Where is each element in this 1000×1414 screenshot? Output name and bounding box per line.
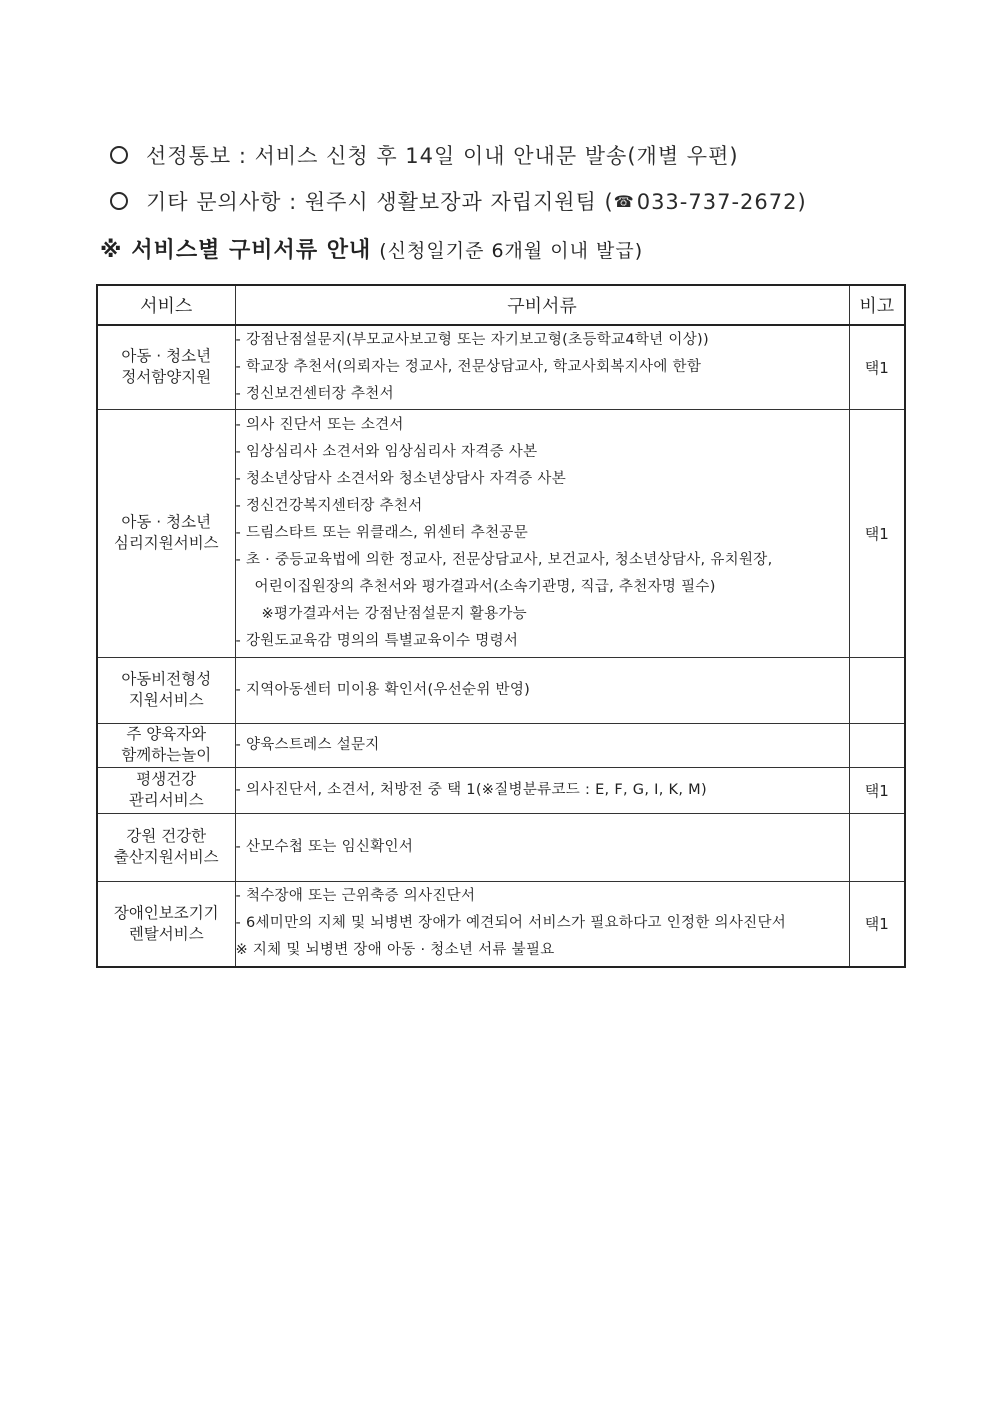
service-cell — [97, 813, 235, 881]
service-cell — [97, 881, 235, 967]
note-cell: 택1 — [849, 767, 905, 813]
doc-item: - 초 · 중등교육법에 의한 정교사, 전문상담교사, 보건교사, 청소년상담사, 유치원장, — [235, 551, 773, 568]
docs-cell — [235, 813, 849, 881]
header-service: 서비스 — [97, 285, 235, 325]
table-row — [97, 657, 905, 723]
note-cell — [849, 813, 905, 881]
service-name-line: 관리서비스 — [128, 791, 204, 809]
docs-cell — [235, 409, 849, 657]
doc-item: ※평가결과서는 강점난점설문지 활용가능 — [261, 605, 527, 622]
service-cell — [97, 657, 235, 723]
doc-item: ※ 지체 및 뇌병변 장애 아동 · 청소년 서류 불필요 — [235, 942, 555, 959]
note-cell — [849, 723, 905, 767]
doc-item: - 양육스트레스 설문지 — [235, 736, 380, 753]
doc-item: - 의사 진단서 또는 소견서 — [235, 416, 404, 433]
service-name-line: 주 양육자와 — [126, 725, 207, 743]
docs-cell — [235, 881, 849, 967]
doc-item: - 산모수첩 또는 임신확인서 — [235, 838, 414, 855]
docs-cell — [235, 767, 849, 813]
service-name-line: 함께하는놀이 — [121, 746, 212, 764]
documents-table — [96, 284, 906, 968]
table-row — [97, 409, 905, 657]
service-name-line: 심리지원서비스 — [113, 534, 219, 552]
doc-item: - 드림스타트 또는 위클래스, 위센터 추천공문 — [235, 524, 529, 541]
service-cell — [97, 767, 235, 813]
note-cell: 택1 — [849, 325, 905, 409]
service-name-line: 렌탈서비스 — [128, 924, 204, 943]
docs-cell — [235, 325, 849, 409]
notice-inquiry — [110, 186, 807, 216]
header-docs: 구비서류 — [235, 285, 849, 325]
circle-bullet-icon — [110, 146, 128, 164]
doc-item: - 학교장 추천서(의뢰자는 정교사, 전문상담교사, 학교사회복지사에 한함 — [235, 358, 702, 375]
service-name-line: 지원서비스 — [128, 691, 204, 709]
table-row — [97, 325, 905, 409]
table-row — [97, 723, 905, 767]
notice-selection-text: 선정통보 : 서비스 신청 후 14일 이내 안내문 발송(개별 우편) — [146, 144, 739, 168]
note-cell — [849, 657, 905, 723]
service-name-line: 아동 · 청소년 — [121, 347, 212, 366]
section-heading — [100, 233, 643, 264]
note-cell: 택1 — [849, 409, 905, 657]
docs-cell — [235, 723, 849, 767]
doc-item: 어린이집원장의 추천서와 평가결과서(소속기관명, 직급, 추천자명 필수) — [254, 578, 716, 595]
reference-mark: ※ — [100, 238, 122, 263]
notice-inquiry-prefix: 기타 문의사항 : 원주시 생활보장과 자립지원팀 ( — [146, 190, 614, 214]
service-name-line: 장애인보조기기 — [113, 903, 219, 922]
table-row — [97, 767, 905, 813]
service-cell — [97, 723, 235, 767]
service-name-line: 정서함양지원 — [121, 368, 212, 387]
table-header-row — [97, 285, 905, 325]
section-title: 서비스별 구비서류 안내 — [131, 238, 372, 263]
doc-item: - 임상심리사 소견서와 임상심리사 자격증 사본 — [235, 443, 538, 460]
doc-item: - 의사진단서, 소견서, 처방전 중 택 1(※질병분류코드 : E, F, G, I, K, M) — [235, 781, 707, 798]
service-name-line: 출산지원서비스 — [113, 848, 219, 866]
circle-bullet-icon — [110, 192, 128, 210]
doc-item: - 청소년상담사 소견서와 청소년상담사 자격증 사본 — [235, 470, 567, 487]
docs-cell — [235, 657, 849, 723]
notice-inquiry-phone: 033-737-2672) — [636, 190, 807, 214]
service-cell — [97, 325, 235, 409]
doc-item: - 척수장애 또는 근위축증 의사진단서 — [235, 888, 476, 905]
notice-selection — [110, 140, 739, 170]
service-name-line: 평생건강 — [136, 770, 197, 788]
service-name-line: 강원 건강한 — [126, 827, 207, 845]
table-row — [97, 813, 905, 881]
doc-item: - 정신보건센터장 추천서 — [235, 385, 394, 402]
section-subtitle: (신청일기준 6개월 이내 발급) — [379, 240, 644, 262]
service-name-line: 아동비전형성 — [121, 670, 212, 688]
header-note: 비고 — [849, 285, 905, 325]
doc-item: - 지역아동센터 미이용 확인서(우선순위 반영) — [235, 681, 531, 698]
service-name-line: 아동 · 청소년 — [121, 513, 212, 531]
note-cell: 택1 — [849, 881, 905, 967]
doc-item: - 강원도교육감 명의의 특별교육이수 명령서 — [235, 632, 519, 649]
doc-item: - 정신건강복지센터장 추천서 — [235, 497, 423, 514]
phone-icon: ☎ — [613, 192, 635, 211]
table-row — [97, 881, 905, 967]
doc-item: - 6세미만의 지체 및 뇌병변 장애가 예견되어 서비스가 필요하다고 인정한 의사진단서 — [235, 915, 787, 932]
doc-item: - 강점난점설문지(부모교사보고형 또는 자기보고형(초등학교4학년 이상)) — [235, 331, 709, 348]
service-cell — [97, 409, 235, 657]
